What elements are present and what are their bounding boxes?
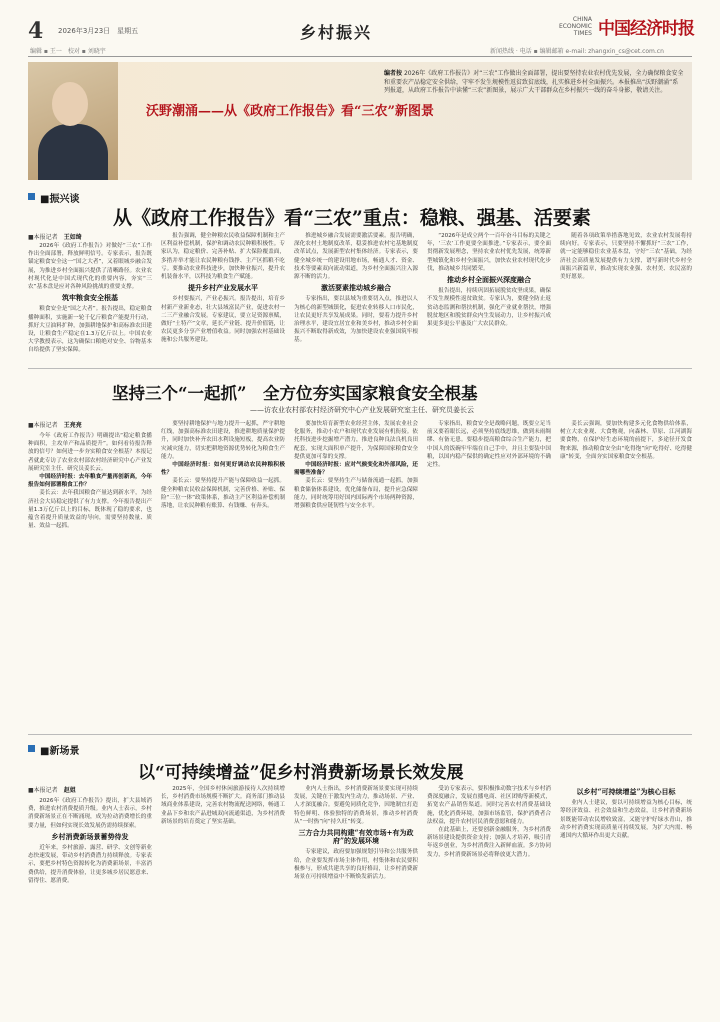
paragraph: 业内人士建议，要以可持续增益为核心目标，统筹经济效益、社会效益和生态效益，让乡村消费新场景既能带动农民增收致富，又能守护好绿水青山，推动乡村消费实现高质量可持续发展，为扩大内需、畅通国内大循环作出更大贡献。	[560, 800, 692, 840]
paragraph: 2026年《政府工作报告》对做好“三农”工作作出全面部署，释放鲜明信号。专家表示，报告既锚定粮食安全这一“国之大者”，又着眼城乡融合发展，为推进乡村全面振兴提供了清晰路径。农业农村现代化是中国式现代化的重要内容，夯实“三农”基本盘是应对各种风险挑战的重要支撑。	[28, 243, 152, 291]
subhead: 以乡村“可持续增益”为核心目标	[576, 787, 676, 796]
paragraph: 姜长云强调，要加快构建多元化食物供给体系，树立大农业观、大食物观，向森林、草原、江河湖海要食物，在保护好生态环境的前提下，多途径开发食物来源，推动粮食安全由“吃得饱”向“吃得好、吃得健康”转变，全面夯实国家粮食安全根基。	[560, 421, 692, 460]
answer: 姜长云：要坚持生产与储备流通一起抓，加强粮食储备体系建设，优化储备布局，提升应急保障能力，同时统筹用好国内国际两个市场两种资源，增强粮食供应链韧性与安全水平。	[294, 478, 418, 510]
headline-3: 以“可持续增益”促乡村消费新场景长效发展	[138, 763, 464, 783]
byline-label: ■本报记者	[28, 787, 58, 794]
headline-1: 从《政府工作报告》看“三农”重点：稳粮、强基、活要素	[113, 207, 591, 229]
page-header	[0, 0, 720, 58]
section-tag-xinchangjing: ■新场景	[28, 742, 79, 757]
subhead: 激活要素推动城乡融合	[321, 283, 391, 293]
subhead: 提升乡村产业发展水平	[188, 283, 258, 293]
paragraph: 要坚持耕地保护与地力提升一起抓，严守耕地红线，加强高标准农田建设，推进耕地质量保护提升，同时加快补齐农田水利设施短板，提高农业防灾减灾能力，切实把耕地资源优势转化为粮食生产能力。	[161, 421, 285, 460]
paragraph: 2026年《政府工作报告》提出，扩大县域消费，推进农村消费提质升级。业内人士表示，乡村消费新场景正在不断涌现，成为拉动消费增长的重要力量，但如何实现长效发展仍需持续探索。	[28, 798, 152, 829]
byline-name: 赵姐	[63, 787, 76, 794]
article-2-col-4	[427, 420, 551, 728]
byline-label: ■本报记者	[28, 234, 58, 241]
article-2-col-2	[161, 420, 285, 728]
article-3-col-3	[294, 785, 418, 1012]
section-title: 乡村振兴	[300, 23, 373, 42]
byline-label: ■本报记者	[28, 422, 58, 429]
author-photo	[28, 62, 118, 180]
editor-note	[384, 70, 684, 96]
article-3-col-4	[427, 785, 551, 1012]
section-divider	[28, 734, 692, 735]
article-2-col-1	[28, 432, 152, 728]
paragraph: 受访专家表示，要积极推动数字技术与乡村消费深度融合，发展直播电商、社区团购等新模式，拓宽农产品销售渠道。同时完善农村消费基础设施，优化消费环境，加强市场监管，保护消费者合法权益，提升农村居民消费意愿和能力。	[427, 786, 551, 825]
article-3-col-2	[161, 785, 285, 1012]
paragraph: 在此基础上，还要创新金融服务，为乡村消费新场景建设提供资金支持；加强人才培养，吸引青年返乡创业，为乡村消费注入新鲜血液。多方协同发力，乡村消费新场景必将释放更大潜力。	[427, 827, 551, 858]
section-tag-zhenxing: ■振兴谈	[28, 190, 79, 205]
contact-line: 新闻热线 · 电话 ▪ 编辑邮箱 e-mail: zhangxin_cs@cet.com.cn	[490, 48, 664, 55]
header-rule	[28, 56, 692, 57]
editor-note-label: 编者按	[384, 70, 403, 77]
paragraph: 专家建议，政府要加强规划引导和公共服务供给，企业要发挥市场主体作用，村集体和农民要积极参与，形成共建共享的良好格局，让乡村消费新场景在可持续增益中不断焕发新活力。	[294, 849, 418, 881]
subhead: 筑牢粮食安全根基	[62, 293, 118, 303]
byline-name: 王如绮	[63, 234, 82, 241]
answer: 姜长云：去年我国粮食产量达到新水平，为经济社会大局稳定提供了有力支撑。今年报告提出产量1.3万亿斤以上的目标，既体现了稳的要求，也蕴含着提升质量效益的导向，需要坚持数量、质量、效益一起抓。	[28, 490, 152, 530]
page-number: 4	[28, 18, 44, 44]
masthead-english: CHINA ECONOMIC TIMES	[558, 16, 592, 37]
subhead: 推动乡村全面振兴深度融合	[447, 275, 531, 285]
issue-date: 2026年3月23日 星期五	[58, 27, 139, 35]
paragraph: 今年《政府工作报告》明确提出“稳定粮食播种面积，主攻单产和品质提升”。如何看待报告释放的信号？如何进一步夯实粮食安全根基？本报记者就此专访了农业农村部农村经济研究中心产业发展研究室主任、研究员姜长云。	[28, 433, 152, 472]
subhead: 乡村消费新场景蓄势待发	[51, 831, 129, 841]
paragraph: “2026年是成立两个一百年奋斗目标的关键之年，‘三农’工作更要全面推进。”专家表示，要全面贯彻新发展理念，坚持农业农村优先发展，统筹新型城镇化和乡村全面振兴，加快农业农村现代化步伐，推动城乡共同繁荣。	[427, 233, 551, 272]
article-3-col-5	[560, 785, 692, 1012]
column-name: 沃野潮涌——从《政府工作报告》看“三农”新图景	[146, 104, 434, 119]
paragraph: 专家指出，粮食安全是战略问题，既要立足当前又要着眼长远，必须坚持底线思维，做到未雨绸缪、有备无患。要稳步提高粮食综合生产能力，把中国人的饭碗牢牢端在自己手中，并且主要装中国粮，以国内稳产保供的确定性应对外部环境的不确定性。	[427, 421, 551, 469]
column-banner	[28, 62, 692, 180]
article-1-col-3	[294, 232, 418, 360]
article-1-col-5	[560, 232, 692, 360]
paragraph: 要加快培育新型农业经营主体，发展农业社会化服务，推动小农户和现代农业发展有机衔接。依托科技进步挖掘增产潜力，推进良种良法良机良田配套，实现大面积单产提升，为保障国家粮食安全提供更加可靠的支撑。	[294, 421, 418, 460]
paragraph: 推进城乡融合发展需要激活要素。报告明确，深化农村土地制度改革，稳妥推进农村宅基地制度改革试点，发展新型农村集体经济。专家表示，要健全城乡统一的建设用地市场，畅通人才、资金、技术等要素双向流动渠道，为乡村全面振兴注入源源不断的活力。	[294, 233, 418, 281]
paragraph: 报告强调，健全种粮农民收益保障机制和主产区利益补偿机制，保护和调动农民种粮积极性。专家认为，稳定粮价、完善补贴、扩大保险覆盖面，多措并举才能让农民种粮有钱挣、主产区抓粮不吃亏。要推动农业科技进步，加快种业振兴，提升农机装备水平，以科技为粮食生产赋能。	[161, 233, 285, 281]
question: 中国经济时报：应对气候变化和外部风险，还需哪些准备？	[294, 462, 418, 477]
paragraph: 乡村要振兴，产业必振兴。报告提出，培育乡村新产业新业态，壮大县域富民产业，促进农村一二三产业融合发展。专家建议，要立足资源禀赋，做好“土特产”文章，延长产业链、提升价值链，让农民更多分享产业增值收益。同时加强农村基础设施和公共服务建设。	[161, 296, 285, 344]
question: 中国经济时报：去年粮食产量再创新高，今年报告如何部署粮食工作？	[28, 474, 152, 489]
section-divider	[28, 368, 692, 369]
editor-line: 编辑 ▪ 王一 校对 ▪ 刘晓宇	[30, 48, 106, 55]
article-1-col-2	[161, 232, 285, 360]
paragraph: 业内人士指出，乡村消费新场景要实现可持续发展，关键在于激发内生动力，推动场景、产业、人才深度融合。要避免同质化竞争，因地制宜打造特色鲜明、体验独特的消费场景，推动乡村消费从“一时热”向“持久旺”转变。	[294, 786, 418, 825]
paragraph: 报告提出，持续巩固拓展脱贫攻坚成果，确保不发生规模性返贫致贫。专家认为，要健全防止返贫动态监测和帮扶机制，强化产业就业帮扶，增强脱贫地区和脱贫群众内生发展动力，让乡村振兴成果更多更公平惠及广大农民群众。	[427, 288, 551, 328]
author-photo-face	[52, 82, 88, 126]
byline-1	[28, 232, 82, 241]
answer: 姜长云：要坚持提升产能与保障收益一起抓。健全种粮农民收益保障机制，完善价格、补贴、保险“三位一体”政策体系，推动主产区利益补偿机制落地，让农民种粮有账算、有钱赚、有奔头。	[161, 478, 285, 510]
article-3-col-1	[28, 797, 152, 1012]
paragraph: 粮食安全是“国之大者”。报告提出，稳定粮食播种面积，实施新一轮千亿斤粮食产能提升行动，抓好大豆油料扩种，加强耕地保护和高标准农田建设，让粮食生产稳定在1.3万亿斤以上。中国农业大学教授表示，这为确保口粮绝对安全、谷物基本自给提供了坚实保障。	[28, 306, 152, 354]
masthead-logo: 中国经济时报	[598, 19, 694, 39]
paragraph: 2025年，全国乡村休闲旅游接待人次持续增长，乡村消费市场规模不断扩大。商务部门推动县域商业体系建设，完善农村物流配送网络，畅通工业品下乡和农产品进城双向流通渠道，为乡村消费新场景的培育奠定了坚实基础。	[161, 786, 285, 825]
subtitle-2: ——访农业农村部农村经济研究中心产业发展研究室主任、研究员姜长云	[250, 406, 474, 414]
article-2-col-5	[560, 420, 692, 728]
paragraph: 近年来，乡村旅游、露营、研学、文创等新业态快速发展，带动乡村消费潜力持续释放。专家表示，要把乡村特色资源转化为消费新场景，丰富消费供给，提升消费体验，让更多城乡居民愿意来、留得住、愿消费。	[28, 845, 152, 884]
byline-2	[28, 420, 82, 429]
paragraph: 专家指出，要以县域为重要切入点，推进以人为核心的新型城镇化，促进农业转移人口市民化，让农民更好共享发展成果。同时，要着力提升乡村治理水平，建设宜居宜业和美乡村，推动乡村全面振兴不断取得新成效，为加快建设农业强国筑牢根基。	[294, 296, 418, 344]
article-1-col-1	[28, 242, 152, 360]
article-2-col-3	[294, 420, 418, 728]
article-1-col-4	[427, 232, 551, 360]
subhead: 三方合力共同构建“有效市场+有为政府”的发展环境	[298, 828, 414, 846]
byline-name: 王亮亮	[63, 422, 82, 429]
editor-note-text: 2026年《政府工作报告》对“三农”工作做出全面部署，提出要坚持农业农村优先发展，全力确保粮食安全和重要农产品稳定安全供给，守牢不发生规模性返贫致贫底线，扎实推进乡村全面振兴。本报推出“沃野潮涌”系列报道，从政府工作报告中读懂“三农”新图景，展示广大干部群众在乡村振兴一线的奋斗身影，敬请关注。	[384, 70, 684, 94]
question: 中国经济时报：如何更好调动农民种粮积极性？	[161, 462, 285, 477]
author-photo-suit	[38, 124, 108, 180]
byline-3	[28, 785, 76, 794]
headline-2: 坚持三个“一起抓” 全方位夯实国家粮食安全根基	[112, 384, 478, 403]
paragraph: 随着各项政策举措落地见效，农业农村发展将持续向好。专家表示，只要坚持不懈抓好“三农”工作，就一定能够稳住农业基本盘，守好“三农”基础，为经济社会高质量发展提供有力支撑，谱写新时代乡村全面振兴新篇章，推动实现农业强、农村美、农民富的美好愿景。	[560, 233, 692, 281]
